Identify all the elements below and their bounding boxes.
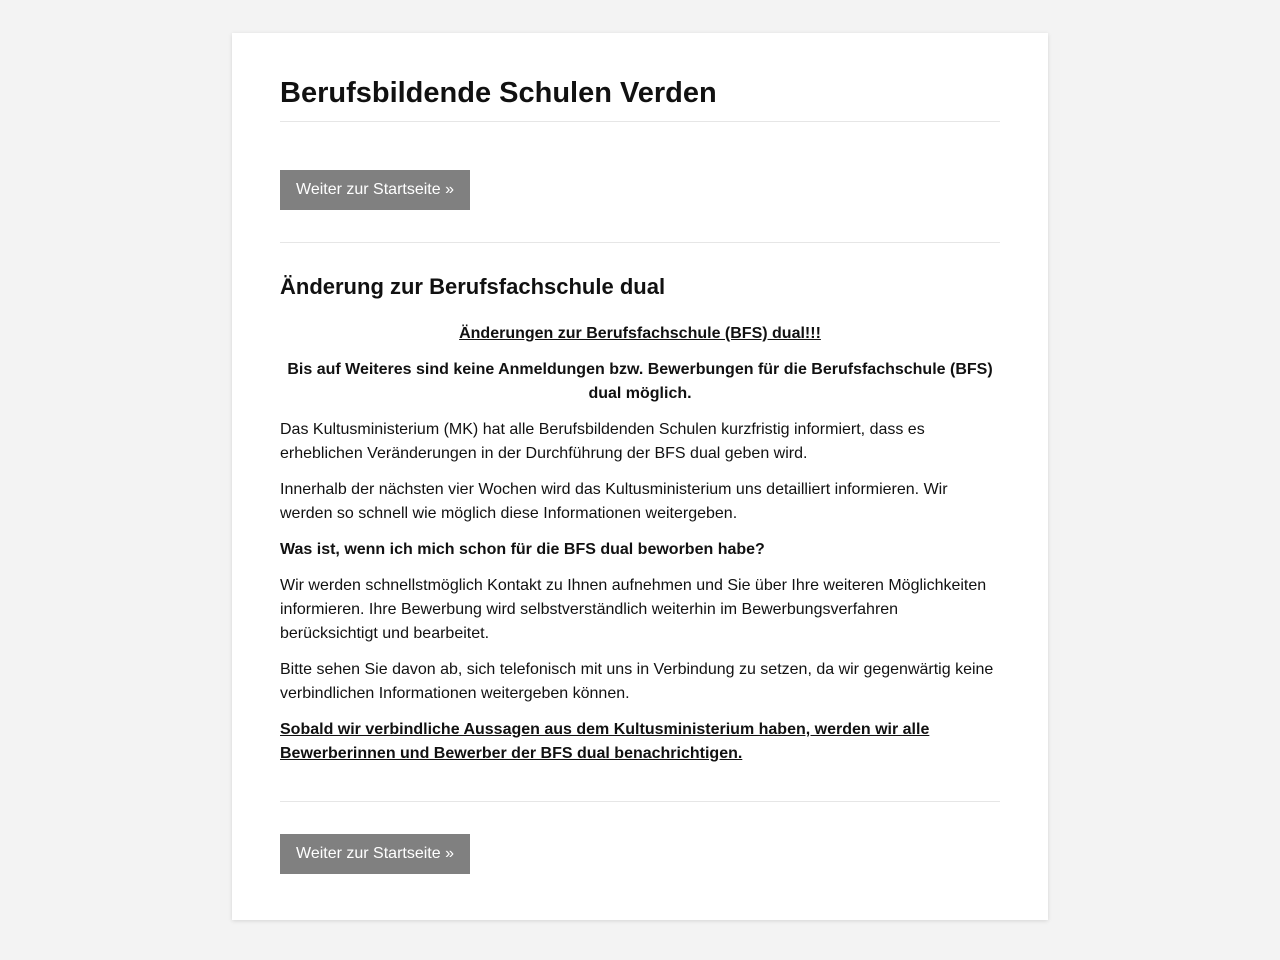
article-title: Änderung zur Berufsfachschule dual — [280, 274, 666, 299]
footer-divider — [280, 801, 1000, 802]
announcement-heading: Änderungen zur Berufsfachschule (BFS) dual!!! — [459, 325, 821, 342]
article-body — [280, 322, 1000, 766]
continue-to-homepage-button-top[interactable]: Weiter zur Startseite » — [280, 170, 470, 210]
bottom-button-container — [280, 834, 1000, 874]
paragraph-no-calls: Bitte sehen Sie davon ab, sich telefonisch mit uns in Verbindung zu setzen, da wir gegenwärtig keine verbindlichen Informationen weitergeben können. — [280, 661, 994, 702]
site-title: Berufsbildende Schulen Verden — [280, 77, 717, 109]
paragraph-next-weeks: Innerhalb der nächsten vier Wochen wird das Kultusministerium uns detailliert informieren. Wir werden so schnell wie möglich diese Informationen weitergeben. — [280, 481, 948, 522]
article — [280, 273, 1000, 766]
section-divider — [280, 242, 1000, 243]
continue-to-homepage-button-bottom[interactable]: Weiter zur Startseite » — [280, 834, 470, 874]
title-divider — [280, 121, 1000, 122]
content-card — [232, 33, 1048, 920]
paragraph-notification: Sobald wir verbindliche Aussagen aus dem Kultusministerium haben, werden wir alle Bewerberinnen und Bewerber der BFS dual benachrichtigen. — [280, 721, 930, 762]
announcement-notice: Bis auf Weiteres sind keine Anmeldungen bzw. Bewerbungen für die Berufsfachschule (BFS) dual möglich. — [287, 361, 993, 402]
top-button-container — [280, 170, 1000, 210]
paragraph-ministry-info: Das Kultusministerium (MK) hat alle Berufsbildenden Schulen kurzfristig informiert, dass es erheblichen Veränderungen in der Durchführung der BFS dual geben wird. — [280, 421, 925, 462]
paragraph-contact: Wir werden schnellstmöglich Kontakt zu Ihnen aufnehmen und Sie über Ihre weiteren Möglichkeiten informieren. Ihre Bewerbung wird selbstverständlich weiterhin im Bewerbungsverfahren berücksichtigt und bearbeitet. — [280, 577, 987, 642]
faq-question: Was ist, wenn ich mich schon für die BFS dual beworben habe? — [280, 541, 765, 558]
